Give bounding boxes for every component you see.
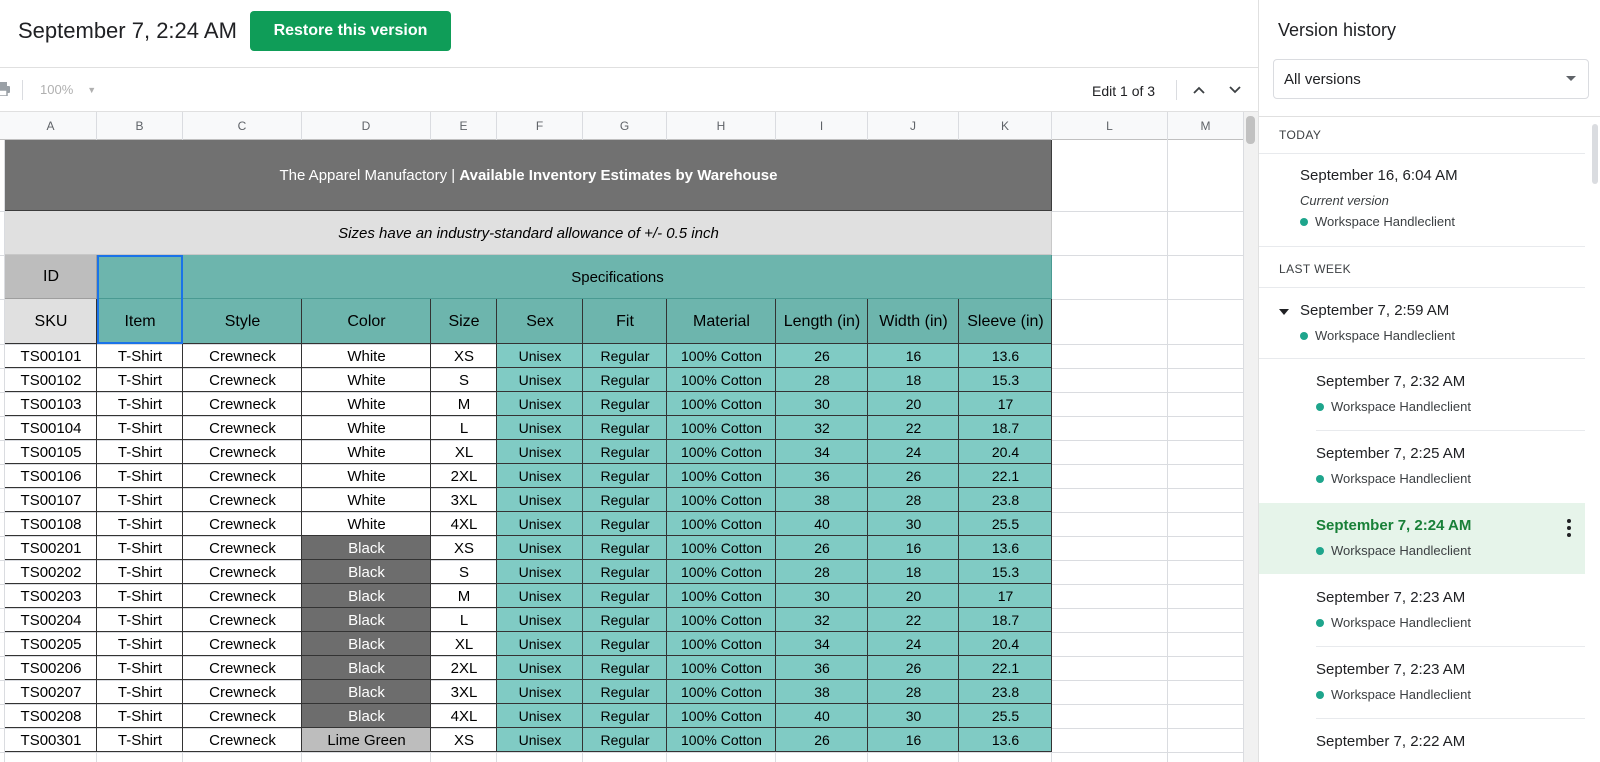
chevron-up-icon — [1192, 85, 1206, 95]
table-cell[interactable]: 100% Cotton — [667, 416, 776, 440]
table-cell[interactable]: 100% Cotton — [667, 536, 776, 560]
table-cell[interactable]: Crewneck — [183, 536, 302, 560]
table-cell[interactable]: White — [302, 488, 431, 512]
table-cell[interactable]: Regular — [583, 440, 667, 464]
table-cell[interactable]: Regular — [583, 704, 667, 728]
table-cell[interactable]: T-Shirt — [97, 416, 183, 440]
table-cell[interactable]: Crewneck — [183, 344, 302, 368]
column-title-size[interactable]: Size — [431, 299, 497, 344]
table-cell[interactable]: T-Shirt — [97, 632, 183, 656]
table-cell[interactable]: L — [431, 416, 497, 440]
table-cell[interactable]: 100% Cotton — [667, 488, 776, 512]
table-cell[interactable]: 30 — [868, 512, 959, 536]
table-cell[interactable]: Regular — [583, 512, 667, 536]
table-cell[interactable]: Regular — [583, 632, 667, 656]
table-cell[interactable]: 25.5 — [959, 704, 1052, 728]
table-cell[interactable]: Crewneck — [183, 584, 302, 608]
table-cell[interactable]: 100% Cotton — [667, 344, 776, 368]
table-cell[interactable]: Unisex — [497, 488, 583, 512]
table-cell[interactable]: 18.7 — [959, 416, 1052, 440]
table-cell[interactable]: 3XL — [431, 680, 497, 704]
table-cell[interactable]: 25.5 — [959, 512, 1052, 536]
table-cell[interactable]: Regular — [583, 368, 667, 392]
table-cell[interactable]: T-Shirt — [97, 512, 183, 536]
gridline — [0, 752, 1244, 753]
table-cell[interactable]: Crewneck — [183, 464, 302, 488]
table-cell[interactable]: T-Shirt — [97, 440, 183, 464]
table-cell[interactable]: 15.3 — [959, 560, 1052, 584]
expand-arrow-icon[interactable] — [1279, 309, 1289, 315]
table-cell[interactable]: T-Shirt — [97, 656, 183, 680]
column-title-sku[interactable]: SKU — [5, 299, 97, 344]
version-date: September 7, 2:22 AM — [1316, 733, 1466, 750]
table-cell[interactable]: 26 — [776, 728, 868, 752]
sku-cell[interactable]: TS00301 — [5, 728, 97, 752]
version-item[interactable] — [1259, 431, 1585, 502]
column-title-length-in[interactable]: Length (in) — [776, 299, 868, 344]
table-cell[interactable]: 23.8 — [959, 488, 1052, 512]
sku-cell[interactable]: TS00102 — [5, 368, 97, 392]
table-cell[interactable]: 16 — [868, 536, 959, 560]
column-title-fit[interactable]: Fit — [583, 299, 667, 344]
version-item[interactable] — [1259, 719, 1585, 762]
table-cell[interactable]: 100% Cotton — [667, 584, 776, 608]
sku-cell[interactable]: TS00202 — [5, 560, 97, 584]
table-cell[interactable]: 26 — [776, 536, 868, 560]
table-cell[interactable]: 28 — [776, 560, 868, 584]
table-cell[interactable]: White — [302, 464, 431, 488]
table-cell[interactable]: 22 — [868, 608, 959, 632]
table-cell[interactable]: White — [302, 440, 431, 464]
table-cell[interactable]: Unisex — [497, 344, 583, 368]
version-item[interactable] — [1259, 288, 1585, 358]
table-cell[interactable]: 20.4 — [959, 440, 1052, 464]
toolbar-divider — [1176, 80, 1177, 100]
sku-cell[interactable]: TS00104 — [5, 416, 97, 440]
table-cell[interactable]: 20 — [868, 392, 959, 416]
zoom-value: 100% — [40, 82, 74, 97]
table-cell[interactable]: 23.8 — [959, 680, 1052, 704]
version-item[interactable] — [1259, 154, 1585, 246]
table-cell[interactable]: XS — [431, 728, 497, 752]
author-name: Workspace Handleclient — [1315, 214, 1455, 229]
panel-scrollbar[interactable] — [1589, 116, 1600, 762]
table-cell[interactable]: 100% Cotton — [667, 680, 776, 704]
sku-cell[interactable]: TS00205 — [5, 632, 97, 656]
toolbar-divider — [22, 80, 23, 100]
next-edit-button[interactable] — [1225, 80, 1245, 100]
sku-cell[interactable]: TS00201 — [5, 536, 97, 560]
table-cell[interactable]: 13.6 — [959, 536, 1052, 560]
section-label-last-week: LAST WEEK — [1279, 262, 1352, 276]
table-cell[interactable]: Regular — [583, 464, 667, 488]
column-title-style[interactable]: Style — [183, 299, 302, 344]
table-cell[interactable]: Black — [302, 560, 431, 584]
column-title-color[interactable]: Color — [302, 299, 431, 344]
table-cell[interactable]: Unisex — [497, 440, 583, 464]
version-date: September 7, 2:32 AM — [1316, 373, 1466, 390]
current-version-label: Current version — [1300, 193, 1389, 208]
table-cell[interactable]: Black — [302, 584, 431, 608]
table-cell[interactable]: T-Shirt — [97, 488, 183, 512]
table-cell[interactable]: 100% Cotton — [667, 392, 776, 416]
table-cell[interactable]: T-Shirt — [97, 584, 183, 608]
version-author — [1316, 687, 1471, 702]
table-cell[interactable]: 22.1 — [959, 656, 1052, 680]
author-color-dot — [1316, 475, 1324, 483]
table-cell[interactable]: M — [431, 392, 497, 416]
column-header-b[interactable]: B — [97, 112, 183, 140]
table-cell[interactable]: 100% Cotton — [667, 656, 776, 680]
table-cell[interactable]: Regular — [583, 488, 667, 512]
table-cell[interactable]: 4XL — [431, 512, 497, 536]
sheet-subtitle: Available Inventory Estimates by Warehouse — [459, 167, 778, 184]
version-item[interactable] — [1259, 575, 1585, 646]
table-cell[interactable]: T-Shirt — [97, 704, 183, 728]
table-cell[interactable]: Crewneck — [183, 632, 302, 656]
table-cell[interactable]: 30 — [868, 704, 959, 728]
version-author — [1300, 214, 1455, 229]
table-cell[interactable]: T-Shirt — [97, 344, 183, 368]
table-cell[interactable]: White — [302, 368, 431, 392]
grid-scrollbar-thumb[interactable] — [1246, 116, 1255, 144]
table-cell[interactable]: Crewneck — [183, 608, 302, 632]
table-cell[interactable]: T-Shirt — [97, 728, 183, 752]
zoom-select[interactable] — [40, 82, 96, 97]
version-header — [0, 0, 1258, 68]
author-name: Workspace Handleclient — [1331, 471, 1471, 486]
table-cell[interactable]: 38 — [776, 680, 868, 704]
table-cell[interactable]: 40 — [776, 512, 868, 536]
version-title: September 7, 2:24 AM — [18, 18, 237, 43]
table-cell[interactable]: Regular — [583, 680, 667, 704]
column-headers — [0, 112, 1258, 140]
table-cell[interactable]: 16 — [868, 344, 959, 368]
table-cell[interactable]: 38 — [776, 488, 868, 512]
table-cell[interactable]: 100% Cotton — [667, 440, 776, 464]
table-cell[interactable]: Crewneck — [183, 512, 302, 536]
sku-cell[interactable]: TS00206 — [5, 656, 97, 680]
table-cell[interactable]: 18.7 — [959, 608, 1052, 632]
table-cell[interactable]: T-Shirt — [97, 560, 183, 584]
author-name: Workspace Handleclient — [1331, 543, 1471, 558]
column-title-material[interactable]: Material — [667, 299, 776, 344]
sku-cell[interactable]: TS00106 — [5, 464, 97, 488]
author-color-dot — [1316, 619, 1324, 627]
sku-cell[interactable]: TS00103 — [5, 392, 97, 416]
table-cell[interactable]: Black — [302, 632, 431, 656]
table-cell[interactable]: 26 — [776, 344, 868, 368]
sku-cell[interactable]: TS00101 — [5, 344, 97, 368]
table-cell[interactable]: 22 — [868, 416, 959, 440]
table-cell[interactable]: 36 — [776, 464, 868, 488]
table-cell[interactable]: XS — [431, 344, 497, 368]
table-cell[interactable]: T-Shirt — [97, 368, 183, 392]
table-cell[interactable]: XL — [431, 440, 497, 464]
table-cell[interactable]: Crewneck — [183, 704, 302, 728]
table-cell[interactable]: T-Shirt — [97, 536, 183, 560]
table-cell[interactable]: 17 — [959, 584, 1052, 608]
version-author — [1300, 328, 1455, 343]
table-cell[interactable]: Regular — [583, 536, 667, 560]
table-cell[interactable]: 32 — [776, 416, 868, 440]
company-name: The Apparel Manufactory — [279, 167, 448, 184]
table-cell[interactable]: Black — [302, 704, 431, 728]
table-cell[interactable]: 100% Cotton — [667, 368, 776, 392]
author-color-dot — [1316, 547, 1324, 555]
table-cell[interactable]: Crewneck — [183, 416, 302, 440]
table-cell[interactable]: XL — [431, 632, 497, 656]
table-cell[interactable]: 18 — [868, 368, 959, 392]
table-cell[interactable]: 22.1 — [959, 464, 1052, 488]
table-cell[interactable]: Regular — [583, 344, 667, 368]
table-cell[interactable]: M — [431, 584, 497, 608]
id-group-header[interactable]: ID — [5, 255, 97, 299]
sku-cell[interactable]: TS00108 — [5, 512, 97, 536]
table-cell[interactable]: 26 — [868, 464, 959, 488]
table-cell[interactable]: 100% Cotton — [667, 464, 776, 488]
author-color-dot — [1300, 218, 1308, 226]
author-name: Workspace Handleclient — [1315, 328, 1455, 343]
sku-cell[interactable]: TS00204 — [5, 608, 97, 632]
table-cell[interactable]: 28 — [868, 488, 959, 512]
table-cell[interactable]: 34 — [776, 440, 868, 464]
author-name: Workspace Handleclient — [1331, 615, 1471, 630]
table-cell[interactable]: Regular — [583, 728, 667, 752]
table-cell[interactable]: Regular — [583, 392, 667, 416]
sku-cell[interactable]: TS00207 — [5, 680, 97, 704]
table-cell[interactable]: 3XL — [431, 488, 497, 512]
column-header-f[interactable]: F — [497, 112, 583, 140]
table-cell[interactable]: 100% Cotton — [667, 560, 776, 584]
table-cell[interactable]: Unisex — [497, 512, 583, 536]
table-cell[interactable]: Unisex — [497, 608, 583, 632]
table-cell[interactable]: 34 — [776, 632, 868, 656]
table-cell[interactable]: 18 — [868, 560, 959, 584]
table-cell[interactable]: Unisex — [497, 656, 583, 680]
table-cell[interactable]: 17 — [959, 392, 1052, 416]
table-cell[interactable]: Crewneck — [183, 488, 302, 512]
table-cell[interactable]: 26 — [868, 656, 959, 680]
table-cell[interactable]: 40 — [776, 704, 868, 728]
table-cell[interactable]: T-Shirt — [97, 392, 183, 416]
table-cell[interactable]: Regular — [583, 560, 667, 584]
zoom-dropdown-icon: ▼ — [87, 84, 97, 95]
table-cell[interactable]: 30 — [776, 392, 868, 416]
table-cell[interactable]: Unisex — [497, 464, 583, 488]
table-cell[interactable]: Crewneck — [183, 560, 302, 584]
table-cell[interactable]: S — [431, 560, 497, 584]
table-cell[interactable]: Unisex — [497, 560, 583, 584]
table-cell[interactable]: 20 — [868, 584, 959, 608]
version-author — [1316, 615, 1471, 630]
table-cell[interactable]: White — [302, 344, 431, 368]
table-cell[interactable]: Black — [302, 536, 431, 560]
column-header-k[interactable]: K — [959, 112, 1052, 140]
table-cell[interactable]: T-Shirt — [97, 464, 183, 488]
table-cell[interactable]: Black — [302, 656, 431, 680]
table-cell[interactable]: White — [302, 512, 431, 536]
author-color-dot — [1316, 691, 1324, 699]
previous-edit-button[interactable] — [1189, 80, 1209, 100]
column-header-j[interactable]: J — [868, 112, 959, 140]
specifications-group-header[interactable]: Specifications — [183, 255, 1052, 299]
table-cell[interactable]: 100% Cotton — [667, 512, 776, 536]
table-cell[interactable]: 24 — [868, 632, 959, 656]
restore-version-button[interactable]: Restore this version — [250, 11, 451, 51]
table-cell[interactable]: White — [302, 416, 431, 440]
table-cell[interactable]: 100% Cotton — [667, 632, 776, 656]
column-title-sex[interactable]: Sex — [497, 299, 583, 344]
grid-scrollbar[interactable] — [1244, 112, 1258, 762]
table-cell[interactable]: 28 — [776, 368, 868, 392]
table-cell[interactable]: S — [431, 368, 497, 392]
table-cell[interactable]: Crewneck — [183, 392, 302, 416]
table-cell[interactable]: Crewneck — [183, 728, 302, 752]
table-cell[interactable]: Unisex — [497, 728, 583, 752]
table-cell[interactable]: 4XL — [431, 704, 497, 728]
table-cell[interactable]: 24 — [868, 440, 959, 464]
table-cell[interactable]: 16 — [868, 728, 959, 752]
selected-cell-range[interactable] — [97, 255, 183, 344]
table-cell[interactable]: Regular — [583, 608, 667, 632]
edit-counter: Edit 1 of 3 — [1092, 83, 1156, 99]
table-cell[interactable]: Unisex — [497, 584, 583, 608]
version-list — [1259, 116, 1600, 762]
column-header-h[interactable]: H — [667, 112, 776, 140]
version-author — [1316, 399, 1471, 414]
column-header-i[interactable]: I — [776, 112, 868, 140]
column-header-c[interactable]: C — [183, 112, 302, 140]
column-header-e[interactable]: E — [431, 112, 497, 140]
table-cell[interactable]: Unisex — [497, 632, 583, 656]
column-header-m[interactable]: M — [1168, 112, 1244, 140]
column-header-d[interactable]: D — [302, 112, 431, 140]
version-date: September 7, 2:25 AM — [1316, 445, 1466, 462]
table-cell[interactable]: Unisex — [497, 536, 583, 560]
dropdown-arrow-icon — [1566, 76, 1576, 81]
table-cell[interactable]: XS — [431, 536, 497, 560]
sku-cell[interactable]: TS00208 — [5, 704, 97, 728]
table-cell[interactable]: Unisex — [497, 368, 583, 392]
version-item[interactable] — [1259, 647, 1585, 718]
table-cell[interactable]: Black — [302, 608, 431, 632]
version-date: September 7, 2:24 AM — [1316, 517, 1472, 534]
more-options-icon[interactable] — [1567, 519, 1571, 537]
column-header-a[interactable]: A — [5, 112, 97, 140]
table-cell[interactable]: 36 — [776, 656, 868, 680]
gridline — [1167, 140, 1168, 762]
table-cell[interactable]: T-Shirt — [97, 608, 183, 632]
spreadsheet-grid — [0, 112, 1258, 762]
print-icon[interactable] — [0, 82, 10, 96]
sku-cell[interactable]: TS00203 — [5, 584, 97, 608]
panel-title: Version history — [1278, 20, 1397, 40]
column-title-item[interactable]: Item — [97, 299, 183, 344]
table-cell[interactable]: 20.4 — [959, 632, 1052, 656]
sheet-title-banner[interactable] — [5, 140, 1052, 211]
table-cell[interactable]: White — [302, 392, 431, 416]
author-name: Workspace Handleclient — [1331, 399, 1471, 414]
version-date: September 7, 2:23 AM — [1316, 589, 1466, 606]
column-header-g[interactable]: G — [583, 112, 667, 140]
toolbar — [0, 68, 1258, 112]
table-cell[interactable]: 2XL — [431, 656, 497, 680]
table-cell[interactable]: 100% Cotton — [667, 728, 776, 752]
table-cell[interactable]: T-Shirt — [97, 680, 183, 704]
table-cell[interactable]: 28 — [868, 680, 959, 704]
table-cell[interactable]: Regular — [583, 656, 667, 680]
version-item-selected[interactable] — [1259, 503, 1585, 574]
version-author — [1316, 543, 1471, 558]
table-cell[interactable]: 100% Cotton — [667, 608, 776, 632]
table-cell[interactable]: 13.6 — [959, 344, 1052, 368]
version-date: September 7, 2:23 AM — [1316, 661, 1466, 678]
title-separator: | — [447, 167, 460, 184]
table-cell[interactable]: Crewneck — [183, 656, 302, 680]
column-title-width-in[interactable]: Width (in) — [868, 299, 959, 344]
table-cell[interactable]: L — [431, 608, 497, 632]
version-filter-select[interactable] — [1273, 59, 1589, 99]
table-cell[interactable]: 32 — [776, 608, 868, 632]
table-cell[interactable]: Unisex — [497, 392, 583, 416]
version-date: September 16, 6:04 AM — [1300, 167, 1458, 184]
table-cell[interactable]: Regular — [583, 416, 667, 440]
sizing-note[interactable]: Sizes have an industry-standard allowance of +/- 0.5 inch — [5, 211, 1052, 255]
table-cell[interactable]: Unisex — [497, 680, 583, 704]
table-cell[interactable]: 30 — [776, 584, 868, 608]
author-color-dot — [1316, 403, 1324, 411]
panel-scrollbar-thumb[interactable] — [1592, 124, 1598, 184]
table-cell[interactable]: Black — [302, 680, 431, 704]
table-cell[interactable]: Unisex — [497, 416, 583, 440]
sku-cell[interactable]: TS00107 — [5, 488, 97, 512]
table-cell[interactable]: 15.3 — [959, 368, 1052, 392]
table-cell[interactable]: Lime Green — [302, 728, 431, 752]
author-color-dot — [1300, 332, 1308, 340]
version-history-panel — [1258, 0, 1600, 762]
table-cell[interactable]: Crewneck — [183, 440, 302, 464]
sku-cell[interactable]: TS00105 — [5, 440, 97, 464]
table-cell[interactable]: Crewneck — [183, 680, 302, 704]
column-title-sleeve-in[interactable]: Sleeve (in) — [959, 299, 1052, 344]
table-cell[interactable]: 2XL — [431, 464, 497, 488]
section-label-today: TODAY — [1279, 128, 1322, 142]
version-item[interactable] — [1259, 359, 1585, 430]
version-date: September 7, 2:59 AM — [1300, 302, 1450, 319]
table-cell[interactable]: 13.6 — [959, 728, 1052, 752]
version-filter-value: All versions — [1284, 71, 1361, 88]
author-name: Workspace Handleclient — [1331, 687, 1471, 702]
chevron-down-icon — [1228, 85, 1242, 95]
divider — [1259, 246, 1585, 247]
column-header-l[interactable]: L — [1052, 112, 1168, 140]
table-cell[interactable]: Unisex — [497, 704, 583, 728]
table-cell[interactable]: Crewneck — [183, 368, 302, 392]
version-author — [1316, 471, 1471, 486]
table-cell[interactable]: Regular — [583, 584, 667, 608]
table-cell[interactable]: 100% Cotton — [667, 704, 776, 728]
